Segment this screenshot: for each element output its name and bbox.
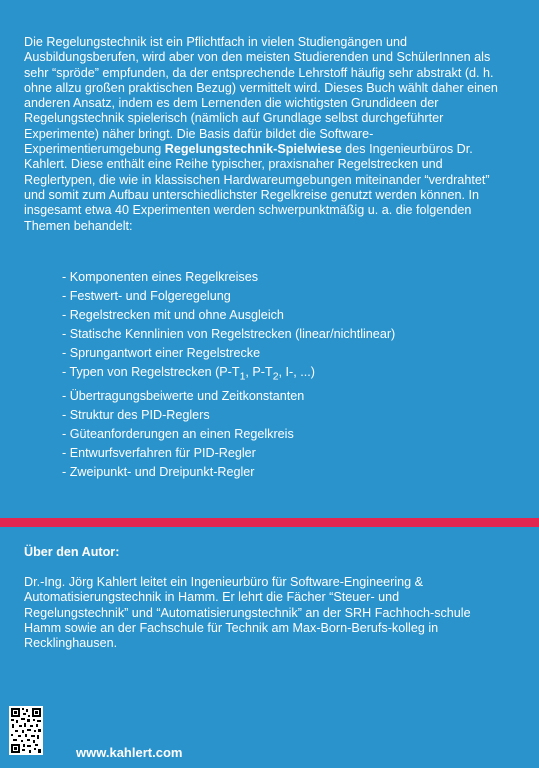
list-item: - Übertragungsbeiwerte und Zeitkonstanten (62, 388, 305, 403)
list-item: - Sprungantwort einer Regelstrecke (62, 346, 261, 360)
intro-text-part2: des Ingenieurbüros Dr. Kahlert. Diese enthält eine Reihe typischer, praxisnaher Regelstrecken und Reglertypen, die wie in klassischen Hardwareumgebungen miteinander “verdrahtet” und somit zum Aufbau unterschiedlichster Regelkreise genutzt werden können. In insgesamt etwa 40 Experimenten werden schwerpunktmäßig u. a. die folgenden Themen behandelt: (24, 142, 490, 233)
list-item: - Festwert- und Folgeregelung (62, 289, 231, 303)
topic-text: - Typen von Regelstrecken (P-T (62, 365, 240, 379)
intro-text-part1: Die Regelungstechnik ist ein Pflichtfach in vielen Studiengängen und Ausbildungsberufen, wird aber von den meisten Studierenden und SchülerInnen als sehr “spröde” empfunden, da der entsprechende Lehrstoff häufig sehr abstrakt (d. h. ohne allzu großen praktischen Bezug) vermittelt wird. Dieses Buch wählt daher einen anderen Ansatz, indem es dem Lernenden die wichtigsten Grundideen der Regelungstechnik spielerisch (nämlich auf Grundlage selbst durchgeführter Experimente) näher bringt. Die Basis dafür bildet die Software-Experimentierumgebung (24, 35, 498, 157)
accent-divider (0, 518, 539, 527)
list-item: - Statische Kennlinien von Regelstrecken (linear/nichtlinear) (62, 327, 396, 341)
list-item: - Güteanforderungen an einen Regelkreis (62, 426, 294, 441)
list-item (62, 363, 502, 387)
list-item: - Struktur des PID-Reglers (62, 407, 210, 422)
topics-list (62, 268, 502, 482)
subscript: 2 (272, 370, 279, 383)
author-heading: Über den Autor: (24, 545, 120, 559)
list-item: - Regelstrecken mit und ohne Ausgleich (62, 308, 284, 322)
author-bio: Dr.-Ing. Jörg Kahlert leitet ein Ingenieurbüro für Software-Engineering & Automatisierungstechnik in Hamm. Er lehrt die Fächer “Steuer- und Regelungstechnik” und “Automatisierungstechnik” an der SRH Fachhoch-schule Hamm sowie an der Fachschule für Technik am Max-Born-Berufs-kolleg in Recklinghausen. (24, 575, 471, 651)
topic-text: , I-, ...) (278, 365, 315, 379)
intro-paragraph (24, 35, 504, 234)
list-item: - Entwurfsverfahren für PID-Regler (62, 445, 256, 460)
website-link[interactable]: www.kahlert.com (76, 745, 183, 760)
list-item: - Komponenten eines Regelkreises (62, 270, 259, 284)
list-item: - Zweipunkt- und Dreipunkt-Regler (62, 464, 255, 479)
qr-code-icon[interactable] (9, 706, 43, 755)
subscript: 1 (239, 370, 246, 383)
topic-text: , P-T (245, 365, 273, 379)
intro-bold-title: Regelungstechnik-Spielwiese (164, 142, 342, 157)
